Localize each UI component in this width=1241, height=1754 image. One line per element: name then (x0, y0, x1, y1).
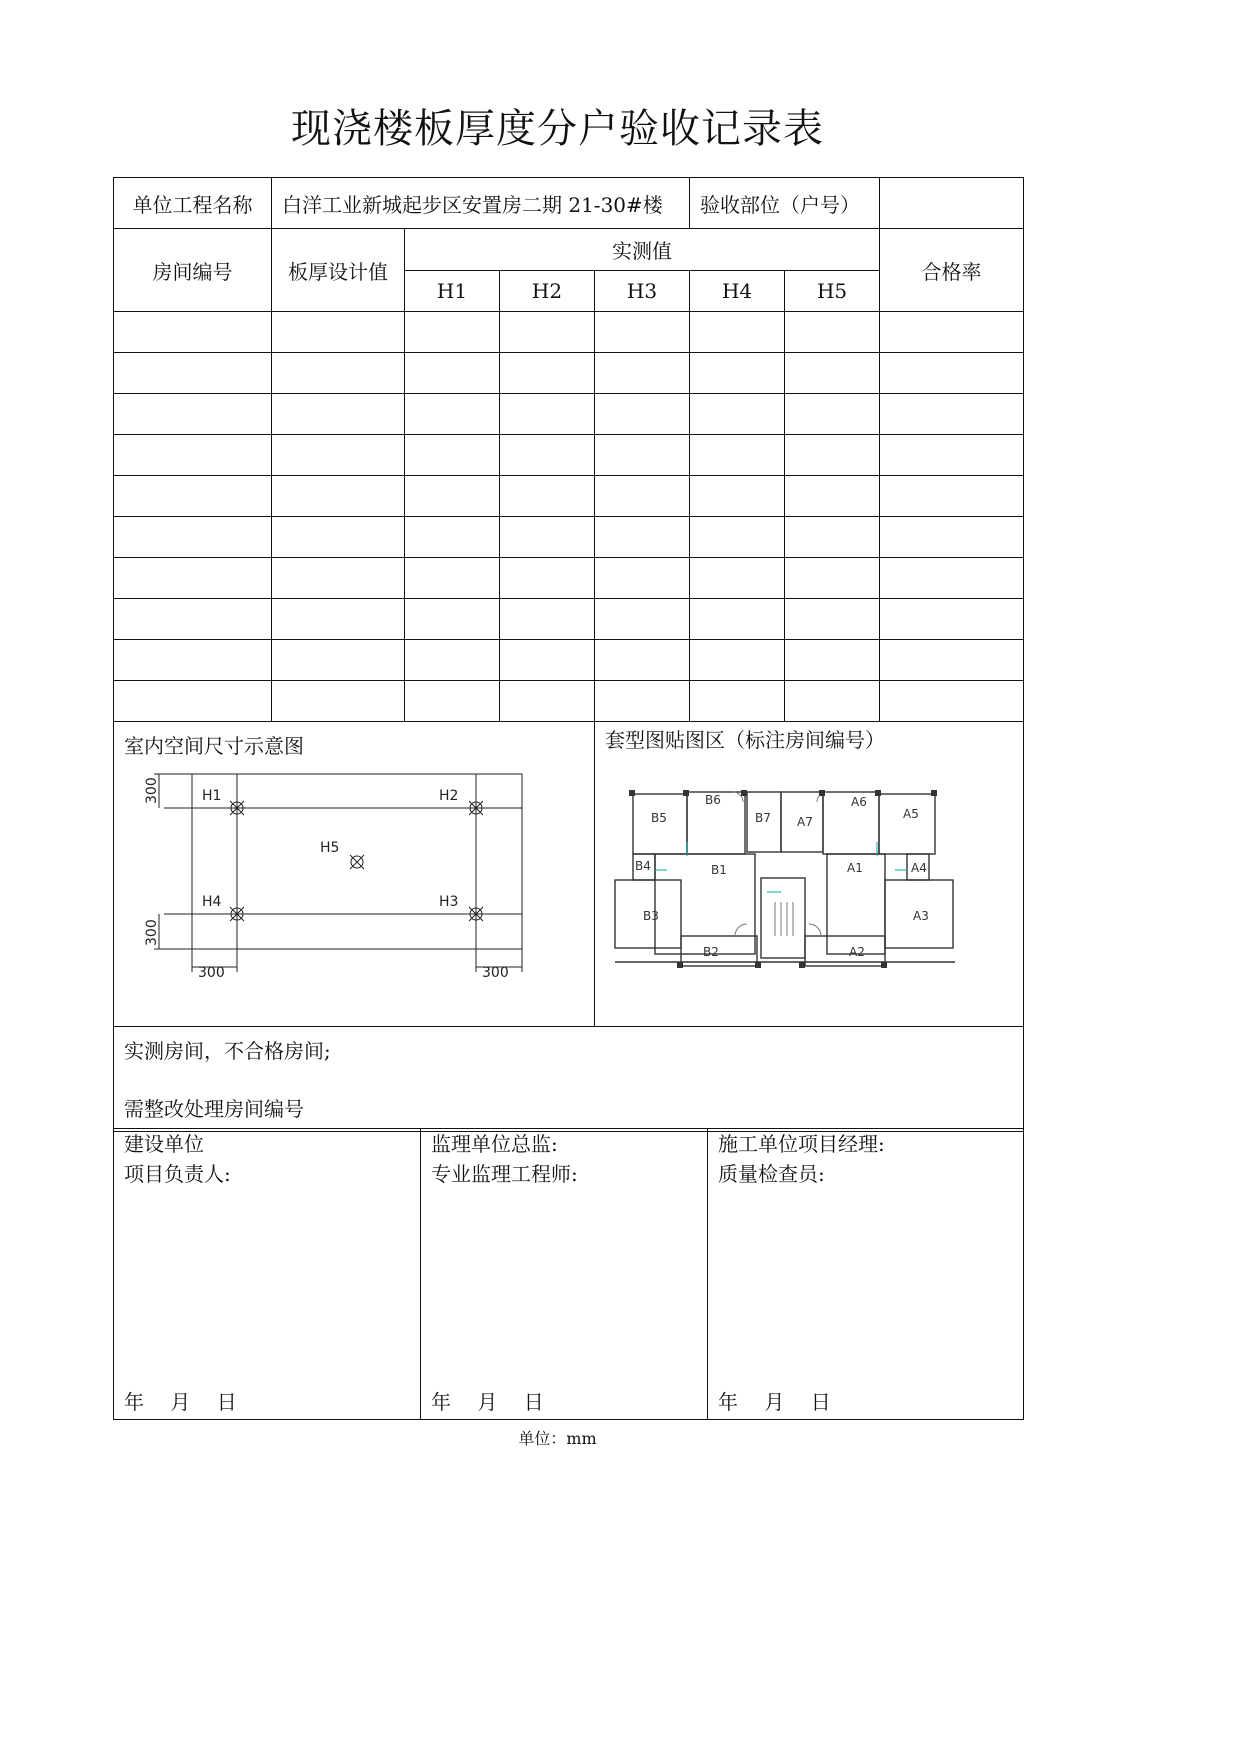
cell-h3[interactable] (595, 681, 690, 722)
cell-room-no[interactable] (114, 558, 272, 599)
cell-h1[interactable] (405, 476, 500, 517)
owner-manager-label: 项目负责人: (124, 1162, 231, 1186)
dimension-diagram (114, 722, 568, 1022)
cell-h5[interactable] (785, 435, 880, 476)
label-h2: H2 (439, 788, 459, 804)
cell-h2[interactable] (500, 558, 595, 599)
cell-h5[interactable] (785, 476, 880, 517)
cell-h4[interactable] (690, 394, 785, 435)
room-b4: B4 (635, 859, 651, 873)
table-row (114, 435, 1024, 476)
page-title: 现浇楼板厚度分户验收记录表 (291, 106, 824, 152)
data-rows (114, 312, 1024, 722)
cell-pass-rate[interactable] (880, 517, 1024, 558)
location-label: 验收部位（户号） (690, 178, 880, 229)
column-header-row (114, 229, 1024, 271)
project-label: 单位工程名称 (114, 178, 272, 229)
room-a5: A5 (903, 807, 919, 821)
cell-h5[interactable] (785, 681, 880, 722)
table-row (114, 394, 1024, 435)
cell-room-no[interactable] (114, 312, 272, 353)
diagram-row (114, 722, 1024, 1027)
remarks-cell[interactable] (114, 1027, 1024, 1132)
cell-h4[interactable] (690, 517, 785, 558)
cell-h3[interactable] (595, 640, 690, 681)
cell-h5[interactable] (785, 394, 880, 435)
label-h3: H3 (439, 894, 459, 910)
signature-supervisor[interactable] (421, 1129, 708, 1420)
cell-h3[interactable] (595, 558, 690, 599)
cell-h5[interactable] (785, 517, 880, 558)
contractor-inspector-label: 质量检查员: (718, 1162, 825, 1186)
cell-pass-rate[interactable] (880, 558, 1024, 599)
cell-h2[interactable] (500, 312, 595, 353)
diagram-title: 室内空间尺寸示意图 (124, 734, 304, 758)
dim-left: 300 (198, 965, 225, 981)
cell-design-value[interactable] (272, 599, 405, 640)
cell-h1[interactable] (405, 681, 500, 722)
room-a3: A3 (913, 909, 929, 923)
signature-row (114, 1129, 1024, 1420)
cell-h4[interactable] (690, 435, 785, 476)
supervisor-date: 年 月 日 (431, 1390, 544, 1414)
cell-h4[interactable] (690, 599, 785, 640)
cell-design-value[interactable] (272, 394, 405, 435)
cell-pass-rate[interactable] (880, 476, 1024, 517)
room-b2: B2 (703, 945, 719, 959)
cell-h3[interactable] (595, 435, 690, 476)
col-room-no: 房间编号 (114, 229, 272, 312)
col-h1: H1 (405, 271, 500, 312)
col-h3: H3 (595, 271, 690, 312)
cell-h3[interactable] (595, 599, 690, 640)
owner-unit-label: 建设单位 (124, 1132, 204, 1156)
cell-h2[interactable] (500, 599, 595, 640)
cell-h3[interactable] (595, 476, 690, 517)
cell-h2[interactable] (500, 353, 595, 394)
cell-h2[interactable] (500, 476, 595, 517)
signature-owner[interactable] (114, 1129, 421, 1420)
remarks-row (114, 1027, 1024, 1132)
cell-room-no[interactable] (114, 681, 272, 722)
room-b6: B6 (705, 793, 721, 807)
cell-pass-rate[interactable] (880, 353, 1024, 394)
cell-h3[interactable] (595, 394, 690, 435)
cell-h5[interactable] (785, 640, 880, 681)
cell-h3[interactable] (595, 312, 690, 353)
contractor-date: 年 月 日 (718, 1390, 831, 1414)
room-b5: B5 (651, 811, 667, 825)
room-a1: A1 (847, 861, 863, 875)
cell-h2[interactable] (500, 640, 595, 681)
cell-room-no[interactable] (114, 435, 272, 476)
project-value[interactable]: 白洋工业新城起步区安置房二期 21-30#楼 (272, 178, 690, 229)
col-h4: H4 (690, 271, 785, 312)
table-row (114, 640, 1024, 681)
cell-design-value[interactable] (272, 353, 405, 394)
cell-h1[interactable] (405, 517, 500, 558)
cell-design-value[interactable] (272, 681, 405, 722)
location-value[interactable] (880, 178, 1024, 229)
table-row (114, 558, 1024, 599)
remark-rectify-rooms: 需整改处理房间编号 (124, 1097, 304, 1121)
floorplan-drawing[interactable] (595, 722, 1049, 1022)
cell-design-value[interactable] (272, 640, 405, 681)
cell-h2[interactable] (500, 435, 595, 476)
supervisor-engineer-label: 专业监理工程师: (431, 1162, 578, 1186)
cell-design-value[interactable] (272, 312, 405, 353)
cell-pass-rate[interactable] (880, 435, 1024, 476)
cell-h4[interactable] (690, 558, 785, 599)
table-row (114, 476, 1024, 517)
cell-h4[interactable] (690, 312, 785, 353)
table-row (114, 312, 1024, 353)
cell-h5[interactable] (785, 312, 880, 353)
cell-h1[interactable] (405, 640, 500, 681)
cell-pass-rate[interactable] (880, 394, 1024, 435)
cell-h1[interactable] (405, 558, 500, 599)
col-pass-rate: 合格率 (880, 229, 1024, 312)
cell-h2[interactable] (500, 394, 595, 435)
record-table (113, 177, 1024, 1132)
signature-table (113, 1128, 1024, 1420)
table-row (114, 599, 1024, 640)
room-a7: A7 (797, 815, 813, 829)
unit-note: 单位：mm (518, 1429, 597, 1448)
cell-h5[interactable] (785, 353, 880, 394)
room-b3: B3 (643, 909, 659, 923)
dim-top: 300 (144, 777, 160, 804)
cell-h1[interactable] (405, 599, 500, 640)
cell-room-no[interactable] (114, 353, 272, 394)
floorplan-cell (595, 722, 1024, 1027)
col-h5: H5 (785, 271, 880, 312)
cell-room-no[interactable] (114, 476, 272, 517)
label-h1: H1 (202, 788, 222, 804)
room-b7: B7 (755, 811, 771, 825)
room-a4: A4 (911, 861, 927, 875)
cell-h4[interactable] (690, 640, 785, 681)
cell-h4[interactable] (690, 353, 785, 394)
room-a6: A6 (851, 795, 867, 809)
signature-contractor[interactable] (708, 1129, 1024, 1420)
contractor-manager-label: 施工单位项目经理: (718, 1132, 885, 1156)
cell-h5[interactable] (785, 599, 880, 640)
cell-design-value[interactable] (272, 517, 405, 558)
dim-bottom: 300 (144, 919, 160, 946)
cell-design-value[interactable] (272, 435, 405, 476)
cell-pass-rate[interactable] (880, 681, 1024, 722)
col-design-value: 板厚设计值 (272, 229, 405, 312)
cell-h2[interactable] (500, 681, 595, 722)
dim-right: 300 (482, 965, 509, 981)
cell-h1[interactable] (405, 353, 500, 394)
header-row (114, 178, 1024, 229)
cell-h4[interactable] (690, 681, 785, 722)
cell-h3[interactable] (595, 517, 690, 558)
cell-h5[interactable] (785, 558, 880, 599)
owner-date: 年 月 日 (124, 1390, 237, 1414)
cell-pass-rate[interactable] (880, 312, 1024, 353)
room-b1: B1 (711, 863, 727, 877)
cell-h1[interactable] (405, 312, 500, 353)
table-row (114, 681, 1024, 722)
col-h2: H2 (500, 271, 595, 312)
cell-h1[interactable] (405, 435, 500, 476)
cell-h1[interactable] (405, 394, 500, 435)
cell-h4[interactable] (690, 476, 785, 517)
cell-pass-rate[interactable] (880, 640, 1024, 681)
supervisor-chief-label: 监理单位总监: (431, 1132, 558, 1156)
cell-h3[interactable] (595, 353, 690, 394)
table-row (114, 517, 1024, 558)
dimension-diagram-cell (114, 722, 595, 1027)
cell-design-value[interactable] (272, 558, 405, 599)
remark-measured-rooms: 实测房间，不合格房间; (124, 1039, 331, 1063)
floorplan-title: 套型图贴图区（标注房间编号） (605, 728, 885, 752)
label-h5: H5 (320, 840, 340, 856)
cell-room-no[interactable] (114, 599, 272, 640)
cell-design-value[interactable] (272, 476, 405, 517)
label-h4: H4 (202, 894, 222, 910)
cell-room-no[interactable] (114, 517, 272, 558)
col-measured: 实测值 (405, 229, 880, 271)
cell-room-no[interactable] (114, 394, 272, 435)
table-row (114, 353, 1024, 394)
room-a2: A2 (849, 945, 865, 959)
cell-pass-rate[interactable] (880, 599, 1024, 640)
cell-h2[interactable] (500, 517, 595, 558)
cell-room-no[interactable] (114, 640, 272, 681)
